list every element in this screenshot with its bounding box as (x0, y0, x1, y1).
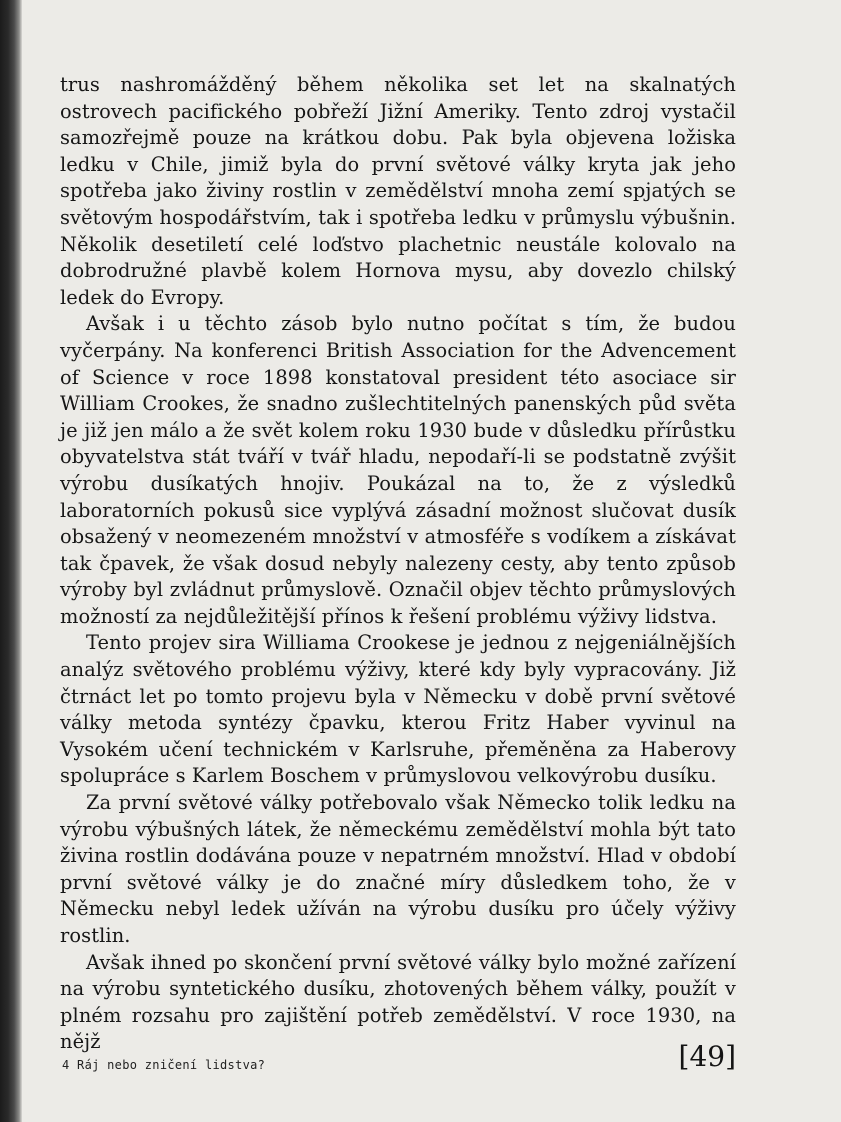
page-footer (60, 1040, 736, 1080)
book-binding-shadow (0, 0, 22, 1122)
page-number: [49] (678, 1040, 736, 1073)
paragraph-3: Tento projev sira Williama Crookese je jednou z nejgeniálnějších analýz světového problému výživy, které kdy byly vypracovány. Již čtrnáct let po tomto projevu byla v Německu v době první světové války metoda syntézy čpavku, kterou Fritz Haber vyvinul na Vysokém učení technickém v Karlsruhe, přeměněna za Haberovy spolupráce s Karlem Boschem v průmyslovou velkovýrobu dusíku. (60, 631, 736, 788)
paragraph-5: Avšak ihned po skončení první světové války bylo možné zařízení na výrobu syntetického dusíku, zhotovených během války, použít v plném rozsahu pro zajištění potřeb zemědělství. V roce 1930, na nějž (60, 950, 736, 1054)
signature-note: 4 Ráj nebo zničení lidstva? (62, 1058, 266, 1072)
paragraph-2: Avšak i u těchto zásob bylo nutno počítat s tím, že budou vyčerpány. Na konferenci British Association for the Advencement of Science v roce 1898 konstatoval president této asociace sir William Crookes, že snadno zušlechtitelných panenských půd světa je již jen málo a že svět kolem roku 1930 bude v důsledku přírůstku obyvatelstva stát tváří v tvář hladu, nepodaří-li se podstatně zvýšit výrobu dusíkatých hnojiv. Poukázal na to, že z výsledků laboratorních pokusů sice vyplývá zásadní možnost slučovat dusík obsažený v neomezeném množství v atmosféře s vodíkem a získávat tak čpavek, že však dosud nebyly nalezeny cesty, aby tento způsob výroby byl zvládnut průmyslově. Označil objev těchto průmyslových možností za nejdůležitější přínos k řešení problému výživy lidstva. (60, 312, 736, 628)
paragraph-4: Za první světové války potřebovalo však Německo tolik ledku na výrobu výbušných látek, že německému zemědělství mohla být tato živina rostlin dodávána pouze v nepatrném množství. Hlad v období první světové války je do značné míry důsledkem toho, že v Německu nebyl ledek užíván na výrobu dusíku pro účely výživy rostlin. (60, 791, 736, 947)
page-body (60, 72, 736, 1056)
paragraph-1: trus nashromážděný během několika set let na skalnatých ostrovech pacifického pobřeží Jižní Ameriky. Tento zdroj vystačil samozřejmě pouze na krátkou dobu. Pak byla objevena ložiska ledku v Chile, jimiž byla do první světové války kryta jak jeho spotřeba jako živiny rostlin v zemědělství mnoha zemí spjatých se světovým hospodářstvím, tak i spotřeba ledku v průmyslu výbušnin. Několik desetiletí celé loďstvo plachetnic neustále kolovalo na dobrodružné plavbě kolem Hornova mysu, aby dovezlo chilský ledek do Evropy. (60, 73, 736, 309)
